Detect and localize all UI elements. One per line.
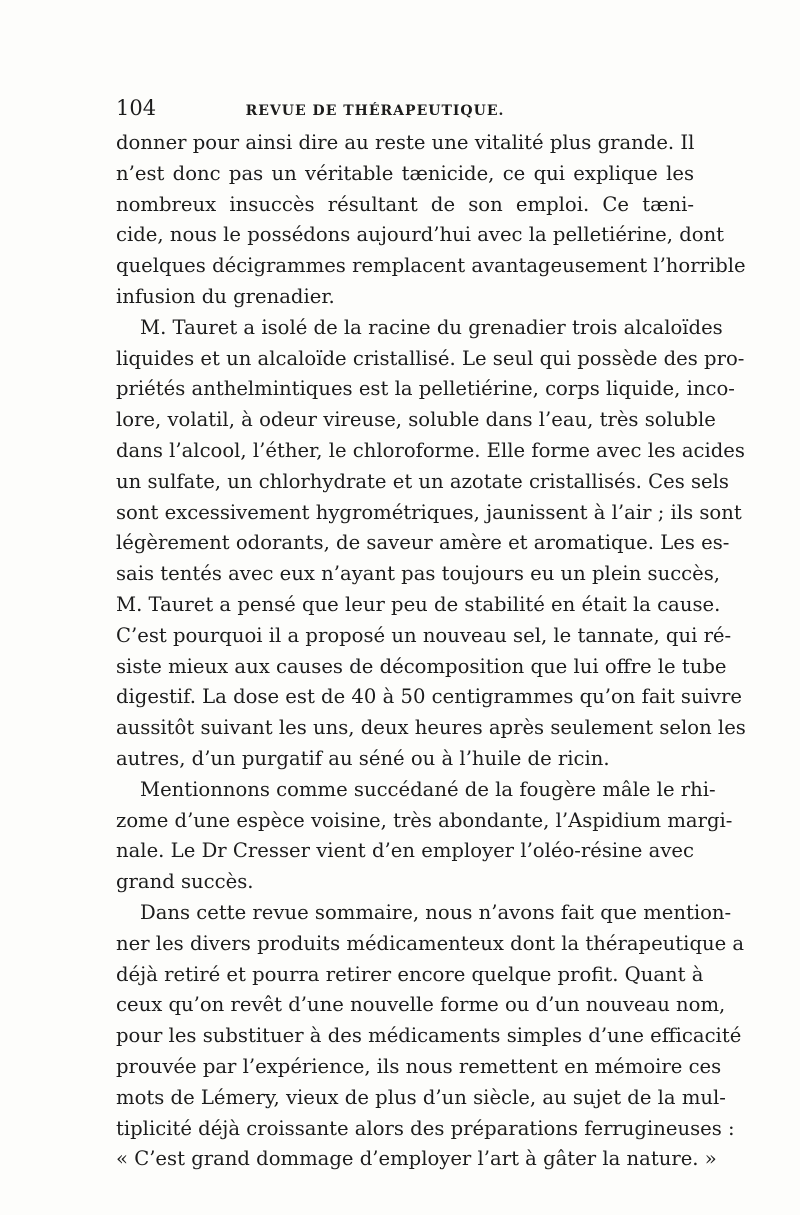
text-line: tiplicité déjà croissante alors des préparations ferrugineuses : bbox=[116, 1116, 735, 1140]
text-line: M. Tauret a pensé que leur peu de stabilité en était la cause. bbox=[116, 592, 721, 616]
text-line: autres, d’un purgatif au séné ou à l’huile de ricin. bbox=[116, 746, 610, 770]
text-line: Mentionnons comme succédané de la fougère mâle le rhi- bbox=[140, 777, 716, 801]
text-line: prouvée par l’expérience, ils nous remettent en mémoire ces bbox=[116, 1054, 722, 1078]
text-line: priétés anthelmintiques est la pelletiérine, corps liquide, inco- bbox=[116, 377, 735, 401]
text-line: nale. Le Dr Cresser vient d’en employer l’oléo-résine avec bbox=[116, 839, 694, 863]
text-line: légèrement odorants, de saveur amère et aromatique. Les es- bbox=[116, 531, 730, 555]
text-line: ner les divers produits médicamenteux dont la thérapeutique a bbox=[116, 931, 745, 955]
text-line: un sulfate, un chlorhydrate et un azotate cristallisés. Ces sels bbox=[116, 469, 729, 493]
text-line: digestif. La dose est de 40 à 50 centigrammes qu’on fait suivre bbox=[116, 685, 742, 709]
text-line: nombreux insuccès résultant de son emploi. Ce tæni- bbox=[116, 192, 694, 216]
text-line: lore, volatil, à odeur vireuse, soluble dans l’eau, très soluble bbox=[116, 408, 716, 432]
text-line: n’est donc pas un véritable tænicide, ce qui explique les bbox=[116, 161, 694, 185]
text-line: grand succès. bbox=[116, 870, 254, 894]
text-line: dans l’alcool, l’éther, le chloroforme. Elle forme avec les acides bbox=[116, 438, 745, 462]
text-line: liquides et un alcaloïde cristallisé. Le seul qui possède des pro- bbox=[116, 346, 745, 370]
running-head: REVUE DE THÉRAPEUTIQUE. bbox=[245, 103, 505, 119]
text-line: ceux qu’on revêt d’une nouvelle forme ou d’un nouveau nom, bbox=[116, 993, 726, 1017]
text-line: « C’est grand dommage d’employer l’art à gâter la nature. » bbox=[116, 1147, 717, 1171]
text-line: C’est pourquoi il a proposé un nouveau sel, le tannate, qui ré- bbox=[116, 623, 732, 647]
text-line: donner pour ainsi dire au reste une vitalité plus grande. Il bbox=[116, 131, 695, 154]
text-line: zome d’une espèce voisine, très abondante, l’Aspidium margi- bbox=[116, 808, 733, 832]
text-line: Dans cette revue sommaire, nous n’avons fait que mention- bbox=[140, 900, 732, 924]
text-line: pour les substituer à des médicaments simples d’une efficacité bbox=[116, 1024, 742, 1048]
body-text bbox=[116, 128, 746, 1175]
page-number: 104 bbox=[116, 96, 157, 120]
text-line: quelques décigrammes remplacent avantageusement l’horrible bbox=[116, 254, 746, 278]
book-page bbox=[116, 96, 746, 1175]
text-line: mots de Lémery, vieux de plus d’un siècle, au sujet de la mul- bbox=[116, 1085, 726, 1109]
text-line: sont excessivement hygrométriques, jaunissent à l’air ; ils sont bbox=[116, 500, 742, 524]
text-line: infusion du grenadier. bbox=[116, 284, 335, 308]
text-line: déjà retiré et pourra retirer encore quelque profit. Quant à bbox=[116, 962, 704, 986]
text-line: aussitôt suivant les uns, deux heures après seulement selon les bbox=[116, 716, 746, 740]
text-line: cide, nous le possédons aujourd’hui avec la pelletiérine, dont bbox=[116, 223, 725, 247]
text-line: sais tentés avec eux n’ayant pas toujours eu un plein succès, bbox=[116, 562, 721, 586]
page-header bbox=[116, 96, 694, 124]
text-line: siste mieux aux causes de décomposition que lui offre le tube bbox=[116, 654, 727, 678]
text-line: M. Tauret a isolé de la racine du grenadier trois alcaloïdes bbox=[140, 315, 723, 339]
